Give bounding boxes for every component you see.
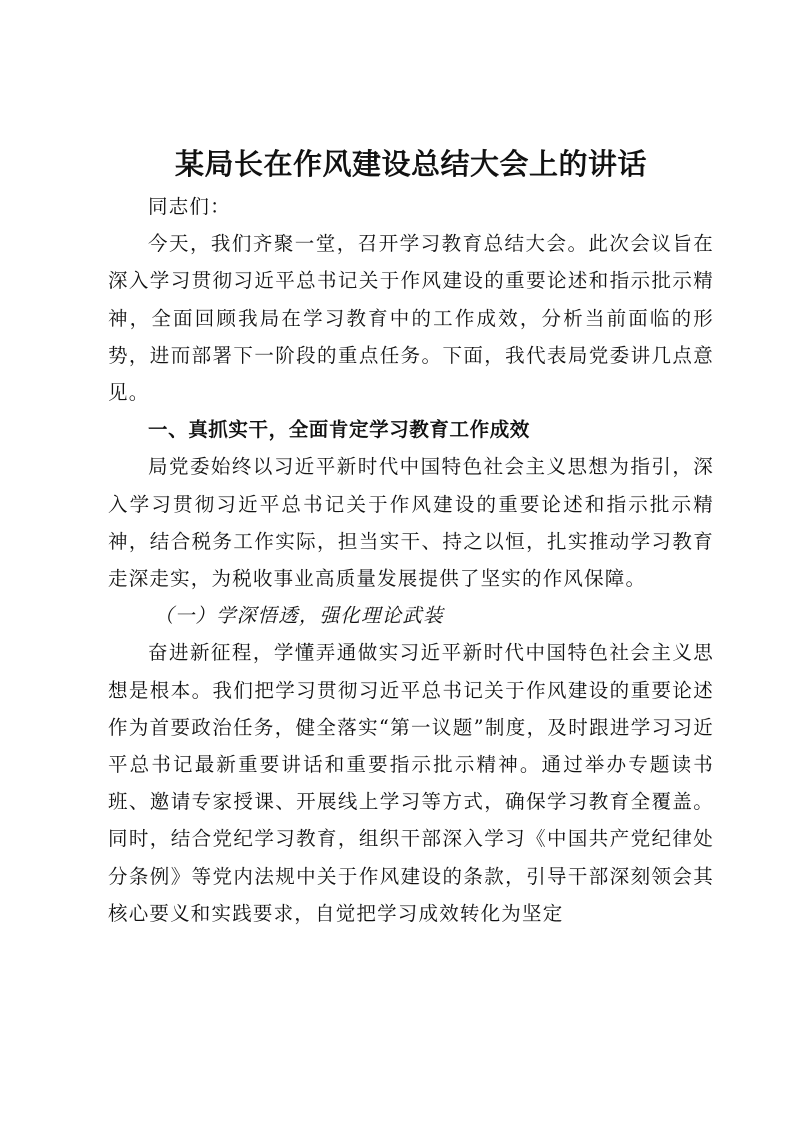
salutation: 同志们： [148,195,231,218]
section-heading-1: 一、真抓实干，全面肯定学习教育工作成效 [148,418,530,442]
document-body [108,140,714,932]
section-1-paragraph: 局党委始终以习近平新时代中国特色社会主义思想为指引，深入学习贯彻习近平总书记关于作风建设的重要论述和指示批示精神，结合税务工作实际，担当实干、持之以恒，扎实推动学习教育走深走实，为税收事业高质量发展提供了坚实的作风保障。 [108,455,714,591]
subsection-1-paragraph: 奋进新征程，学懂弄通做实习近平新时代中国特色社会主义思想是根本。我们把学习贯彻习近平总书记关于作风建设的重要论述作为首要政治任务，健全落实“第一议题”制度，及时跟进学习习近平总书记最新重要讲话和重要指示批示精神。通过举办专题读书班、邀请专家授课、开展线上学习等方式，确保学习教育全覆盖。同时，结合党纪学习教育，组织干部深入学习《中国共产党纪律处分条例》等党内法规中关于作风建设的条款，引导干部深刻领会其核心要义和实践要求，自觉把学习成效转化为坚定 [108,641,714,925]
subsection-heading-1: （一）学深悟透，强化理论武装 [154,604,444,628]
document-title: 某局长在作风建设总结大会上的讲话 [174,147,647,181]
intro-paragraph: 今天，我们齐聚一堂，召开学习教育总结大会。此次会议旨在深入学习贯彻习近平总书记关于作风建设的重要论述和指示批示精神，全面回顾我局在学习教育中的工作成效，分析当前面临的形势，进而部署下一阶段的重点任务。下面，我代表局党委讲几点意见。 [108,232,714,405]
